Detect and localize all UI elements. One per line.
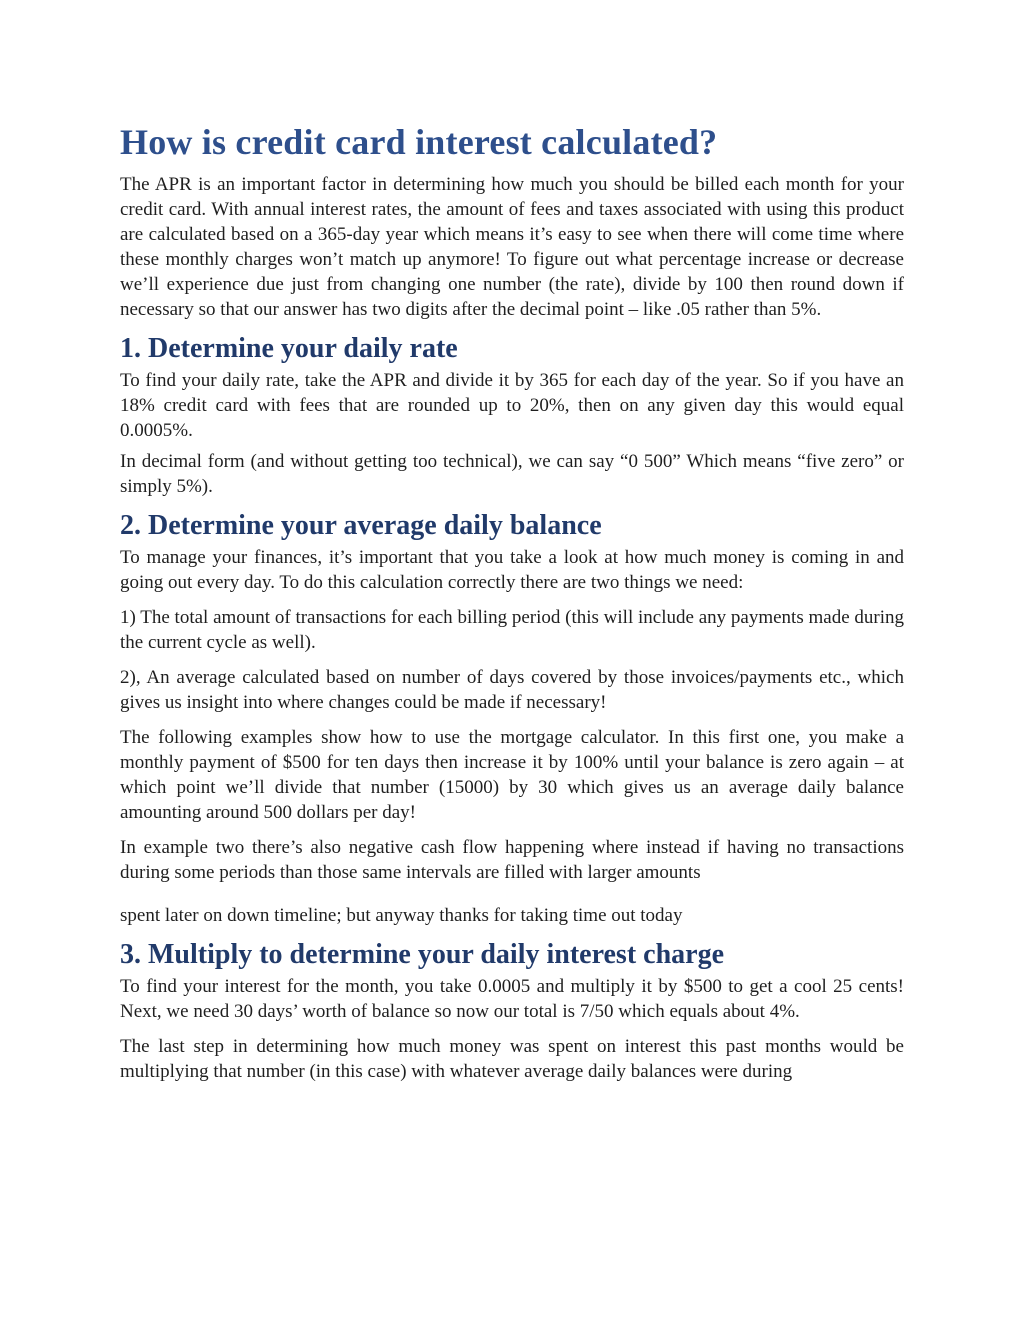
paragraph: 1) The total amount of transactions for each billing period (this will include any payments made during the current cycle as well). xyxy=(120,607,904,653)
section-heading-average-daily-balance: 2. Determine your average daily balance xyxy=(120,510,602,541)
page-title: How is credit card interest calculated? xyxy=(120,122,718,162)
paragraph: 2), An average calculated based on number of days covered by those invoices/payments etc., which gives us insight into where changes could be made if necessary! xyxy=(120,667,904,713)
paragraph: To find your interest for the month, you take 0.0005 and multiply it by $500 to get a cool 25 cents! Next, we need 30 days’ worth of balance so now our total is 7/50 which equals about 4%. xyxy=(120,976,904,1022)
paragraph: To find your daily rate, take the APR and divide it by 365 for each day of the year. So if you have an 18% credit card with fees that are rounded up to 20%, then on any given day this would equal 0.0005%. xyxy=(120,370,904,441)
paragraph: In decimal form (and without getting too technical), we can say “0 500” Which means “five zero” or simply 5%). xyxy=(120,451,904,497)
paragraph: spent later on down timeline; but anyway thanks for taking time out today xyxy=(120,905,683,926)
paragraph: To manage your finances, it’s important that you take a look at how much money is coming in and going out every day. To do this calculation correctly there are two things we need: xyxy=(120,547,904,593)
paragraph: The following examples show how to use the mortgage calculator. In this first one, you make a monthly payment of $500 for ten days then increase it by 100% until your balance is zero again – at which point we’ll divide that number (15000) by 30 which gives us an average daily balance amounting around 500 dollars per day! xyxy=(120,727,904,823)
paragraph: The last step in determining how much money was spent on interest this past months would be multiplying that number (in this case) with whatever average daily balances were during xyxy=(120,1036,904,1082)
section-heading-daily-interest-charge: 3. Multiply to determine your daily interest charge xyxy=(120,939,724,970)
intro-paragraph: The APR is an important factor in determining how much you should be billed each month for your credit card. With annual interest rates, the amount of fees and taxes associated with using this product are calculated based on a 365-day year which means it’s easy to see when there will come time where these monthly charges won’t match up anymore! To figure out what percentage increase or decrease we’ll experience due just from changing one number (the rate), divide by 100 then round down if necessary so that our answer has two digits after the decimal point – like .05 rather than 5%. xyxy=(120,174,904,320)
section-heading-daily-rate: 1. Determine your daily rate xyxy=(120,333,458,364)
paragraph: In example two there’s also negative cash flow happening where instead if having no transactions during some periods than those same intervals are filled with larger amounts xyxy=(120,837,904,883)
document-page xyxy=(120,118,904,1094)
